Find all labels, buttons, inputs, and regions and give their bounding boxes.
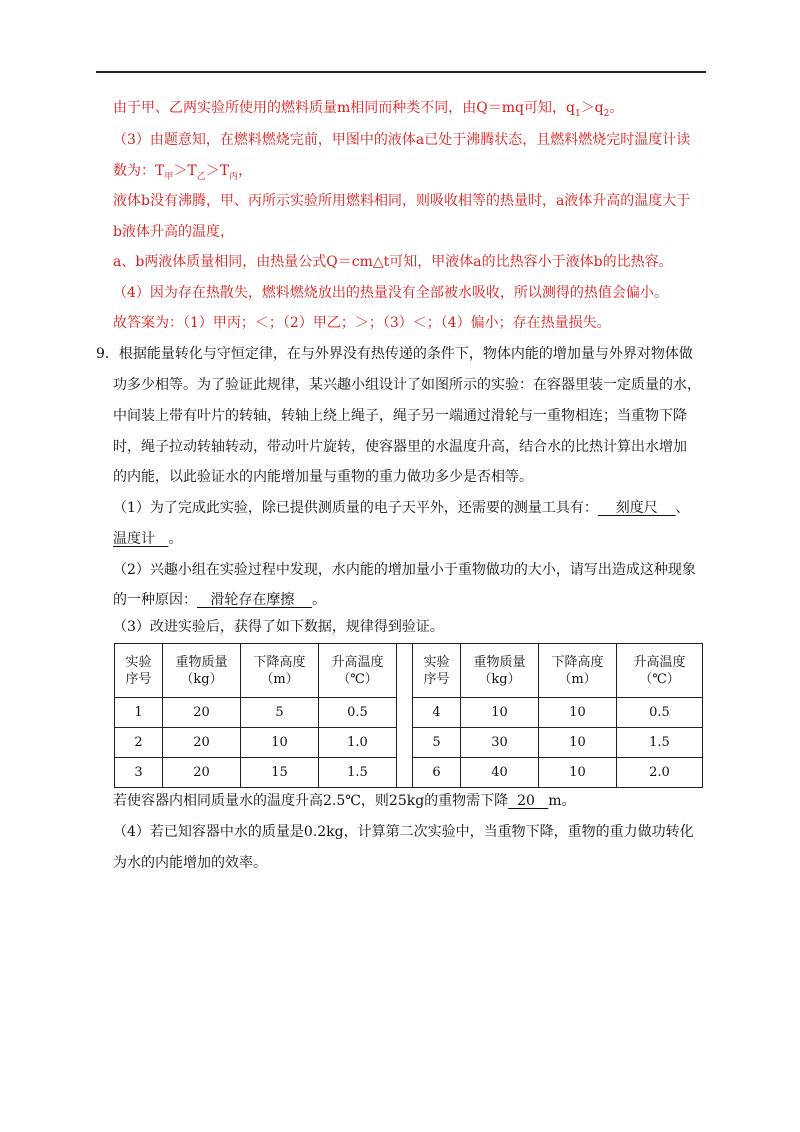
part-2-question: （2）兴趣小组在实验过程中发现，水内能的增加量小于重物做功的大小，请写出造成这种现象 bbox=[113, 562, 696, 578]
table-cell: 2 bbox=[115, 728, 163, 758]
question-9-line-3: 中间装上带有叶片的转轴，转轴上绕上绳子，绳子另一端通过滑轮与一重物相连；当重物下降 bbox=[113, 408, 687, 424]
header-cell: 升高温度 （℃） bbox=[319, 644, 397, 698]
answer-text: ＞T bbox=[173, 163, 197, 179]
answer-line-8: 故答案为：（1）甲丙；＜；（2）甲乙；＞；（3）＜；（4）偏小；存在热量损失。 bbox=[113, 315, 611, 331]
answer-line-5: b液体升高的温度， bbox=[113, 224, 234, 240]
question-9-line-5: 的内能，以此验证水的内能增加量与重物的重力做功多少是否相等。 bbox=[113, 469, 533, 485]
table-cell: 1.5 bbox=[319, 758, 397, 788]
table-cell: 10 bbox=[241, 728, 319, 758]
answer-blank-height: 20 bbox=[508, 793, 549, 809]
table-cell: 2.0 bbox=[617, 758, 703, 788]
header-cell: 实验 序号 bbox=[115, 644, 163, 698]
answer-line-1 bbox=[113, 99, 623, 117]
part-2-text: 的一种原因： bbox=[113, 592, 197, 608]
table-cell: 5 bbox=[413, 728, 461, 758]
table-cell: 1.0 bbox=[319, 728, 397, 758]
table-cell: 15 bbox=[241, 758, 319, 788]
answer-line-4: 液体b没有沸腾，甲、丙所示实验所用燃料相同，则吸收相等的热量时，a液体升高的温度大于 bbox=[113, 193, 691, 209]
answer-text: 。 bbox=[609, 100, 624, 116]
table-cell: 1.5 bbox=[617, 728, 703, 758]
answer-blank-ruler: 刻度尺 bbox=[597, 500, 676, 516]
table-cell: 40 bbox=[461, 758, 539, 788]
table-cell: 4 bbox=[413, 698, 461, 728]
part-1-text: （1）为了完成此实验，除已提供测质量的电子天平外，还需要的测量工具有： bbox=[113, 500, 598, 516]
question-9-line-2: 功多少相等。为了验证此规律，某兴趣小组设计了如图所示的实验：在容器里装一定质量的水， bbox=[113, 377, 701, 393]
part-3-question: （3）改进实验后，获得了如下数据，规律得到验证。 bbox=[113, 619, 444, 635]
part-1-line-2 bbox=[113, 530, 182, 548]
after-table-end: m。 bbox=[548, 793, 576, 809]
answer-blank-reason: 滑轮存在摩擦 bbox=[197, 592, 313, 608]
header-cell: 重物质量 （kg） bbox=[163, 644, 241, 698]
table-cell: 0.5 bbox=[319, 698, 397, 728]
data-table bbox=[114, 643, 703, 788]
table-cell: 30 bbox=[461, 728, 539, 758]
subscript-jia: 甲 bbox=[164, 171, 174, 182]
table-cell: 10 bbox=[461, 698, 539, 728]
part-2-end: 。 bbox=[312, 592, 327, 608]
table-cell: 20 bbox=[163, 728, 241, 758]
after-table-text: 若使容器内相同质量水的温度升高2.5℃，则25kg的重物需下降 bbox=[113, 793, 509, 809]
answer-text: ＞T bbox=[205, 163, 230, 179]
answer-text: 由于甲、乙两实验所使用的燃料质量m相同而种类不同，由Q＝mq可知，q bbox=[113, 100, 575, 116]
answer-text: ＞q bbox=[580, 100, 604, 116]
table-gap bbox=[397, 644, 413, 788]
part-2-line-2 bbox=[113, 591, 326, 609]
separator: 、 bbox=[675, 500, 690, 516]
table-header-row bbox=[115, 644, 703, 698]
part-4-line-2: 为水的内能增加的效率。 bbox=[113, 855, 267, 871]
table-cell: 1 bbox=[115, 698, 163, 728]
header-rule bbox=[96, 71, 706, 73]
answer-line-2: （3）由题意知，在燃料燃烧完前，甲图中的液体a已处于沸腾状态，且燃料燃烧完时温度计读 bbox=[113, 132, 691, 148]
part-1-end: 。 bbox=[168, 531, 183, 547]
question-9-line-4: 时，绳子拉动转轴转动，带动叶片旋转，使容器里的水温度升高，结合水的比热计算出水增加 bbox=[113, 439, 687, 455]
subscript-bing: 丙 bbox=[229, 171, 239, 182]
answer-text: 数为：T bbox=[113, 163, 165, 179]
header-cell: 下降高度 （m） bbox=[241, 644, 319, 698]
answer-text: ， bbox=[238, 163, 253, 179]
subscript-2: 2 bbox=[603, 108, 610, 119]
table-cell: 10 bbox=[539, 698, 617, 728]
header-cell: 下降高度 （m） bbox=[539, 644, 617, 698]
part-4-question: （4）若已知容器中水的质量是0.2kg，计算第二次实验中，当重物下降，重物的重力做功转化 bbox=[113, 824, 694, 840]
header-cell: 实验 序号 bbox=[413, 644, 461, 698]
table-cell: 10 bbox=[539, 728, 617, 758]
table-cell: 0.5 bbox=[617, 698, 703, 728]
after-table-question bbox=[113, 792, 576, 810]
header-cell: 重物质量 （kg） bbox=[461, 644, 539, 698]
answer-line-3 bbox=[113, 162, 252, 180]
header-cell: 升高温度 （℃） bbox=[617, 644, 703, 698]
answer-blank-thermometer: 温度计 bbox=[113, 531, 169, 547]
subscript-1: 1 bbox=[574, 108, 581, 119]
answer-line-7: （4）因为存在热散失，燃料燃烧放出的热量没有全部被水吸收，所以测得的热值会偏小。 bbox=[113, 285, 668, 301]
table-cell: 5 bbox=[241, 698, 319, 728]
table-cell: 10 bbox=[539, 758, 617, 788]
question-9-line-1: 9．根据能量转化与守恒定律，在与外界没有热传递的条件下，物体内能的增加量与外界对物体做 bbox=[96, 346, 693, 362]
table-cell: 6 bbox=[413, 758, 461, 788]
answer-line-6: a、b两液体质量相同，由热量公式Q＝cm△t可知，甲液体a的比热容小于液体b的比热容。 bbox=[113, 254, 673, 270]
subscript-yi: 乙 bbox=[196, 171, 206, 182]
part-1-question bbox=[113, 499, 690, 517]
table-cell: 20 bbox=[163, 698, 241, 728]
table-cell: 20 bbox=[163, 758, 241, 788]
table-cell: 3 bbox=[115, 758, 163, 788]
